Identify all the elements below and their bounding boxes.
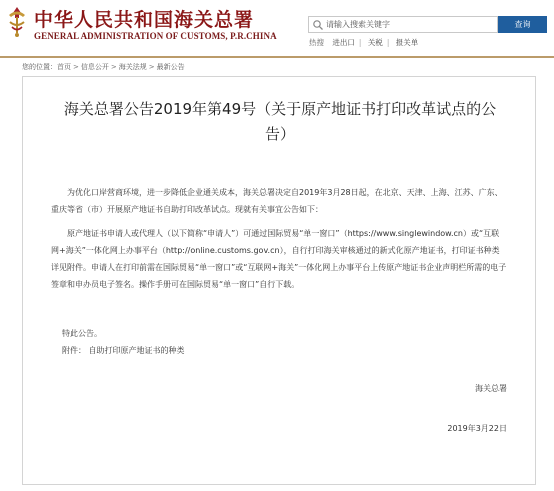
hot-search-link-declaration[interactable]: 报关单 [395, 38, 419, 47]
breadcrumb-info-link[interactable]: 信息公开 [80, 63, 109, 71]
breadcrumb-regulations-link[interactable]: 海关法规 [118, 63, 147, 71]
article-date: 2019年3月22日 [447, 424, 507, 433]
breadcrumb-latest-notices-link[interactable]: 最新公告 [156, 63, 185, 71]
search-box [308, 16, 498, 33]
article-title: 海关总署公告2019年第49号（关于原产地证书打印改革试点的公告） [63, 100, 497, 143]
site-title-english: GENERAL ADMINISTRATION OF CUSTOMS, P.R.CHINA [34, 31, 277, 41]
hot-search-links [309, 37, 422, 49]
article-signature: 海关总署 [475, 384, 507, 393]
header-divider [0, 56, 554, 58]
breadcrumb-separator: > [110, 63, 117, 71]
article-panel [22, 76, 536, 485]
article-paragraph-closing: 特此公告。 [62, 329, 102, 338]
article-paragraph-details: 原产地证书申请人或代理人（以下简称“申请人”）可通过国际贸易“单一窗口”（https://www.singlewindow.cn）或“互联网+海关”一体化网上办事平台（http://online.customs.gov.cn），自行打印海关审核通过的新式化原产地证书，打印证书种类详见附件。申请人在打印前需在国际贸易“单一窗口”或“互联网+海关”一体化网上办事平台上传原产地证书企业声明栏所需的电子签章和申办员电子签名。操作手册可在国际贸易“单一窗口”自行下载。 [51, 229, 507, 289]
hot-search-label: 热搜 [309, 38, 324, 47]
breadcrumb-separator: > [73, 63, 79, 71]
article-paragraph-intro: 为优化口岸营商环境，进一步降低企业通关成本，海关总署决定自2019年3月28日起，在北京、天津、上海、江苏、广东、重庆等省（市）开展原产地证书自助打印改革试点。现就有关事宜公告如下： [51, 188, 503, 214]
breadcrumb [22, 62, 185, 72]
article-attachment-link[interactable]: 附件： 自助打印原产地证书的种类 [62, 346, 185, 355]
breadcrumb-prefix: 您的位置： [22, 63, 57, 71]
hot-search-separator: | [358, 38, 362, 47]
hot-search-link-tariff[interactable]: 关税 [367, 38, 383, 47]
site-header [0, 0, 554, 56]
search-input[interactable] [326, 17, 496, 32]
hot-search-separator: | [386, 38, 390, 47]
search-button[interactable]: 查询 [498, 16, 547, 33]
breadcrumb-separator: > [148, 63, 155, 71]
search-icon [312, 19, 324, 31]
site-title[interactable]: 中华人民共和国海关总署 [34, 9, 255, 31]
breadcrumb-home-link[interactable]: 首页 [57, 63, 71, 71]
hot-search-link-import-export[interactable]: 进出口 [332, 38, 355, 47]
customs-emblem-icon [6, 4, 28, 38]
